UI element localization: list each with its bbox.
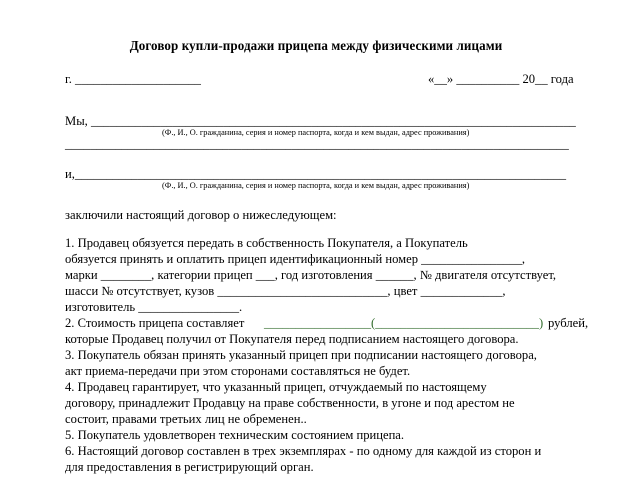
price-blank: _________________(__________________________) (264, 316, 544, 330)
date-field: «__» __________ 20__ года (428, 72, 574, 86)
clause-line: обязуется принять и оплатить прицеп идентификационный номер ________________, (65, 252, 526, 266)
party-blank-line: ________________________________________________________________________________ (65, 137, 569, 151)
intro-text: заключили настоящий договор о нижеследующем: (65, 208, 337, 222)
party-two-caption: (Ф., И., О. гражданина, серия и номер паспорта, когда и кем выдан, адрес проживания) (162, 181, 470, 190)
clause-line: 1. Продавец обязуется передать в собственность Покупателя, а Покупатель (65, 236, 468, 250)
document-title: Договор купли-продажи прицепа между физическими лицами (129, 38, 503, 53)
clause-line: состоит, правами третьих лиц не обременен.. (65, 412, 307, 426)
clause-line: акт приема-передачи при этом сторонами составляться не будет. (65, 364, 411, 378)
clause-line: марки ________, категории прицеп ___, год изготовления ______, № двигателя отсутствует, (65, 268, 557, 282)
clause-line: 3. Покупатель обязан принять указанный прицеп при подписании настоящего договора, (65, 348, 537, 362)
clause-line: 2. Стоимость прицепа составляет (65, 316, 245, 330)
party-one-line: Мы, _____________________________________________________________________________ (65, 114, 576, 128)
price-currency: рублей, (548, 316, 589, 330)
clause-line: изготовитель ________________. (65, 300, 243, 314)
clause-line: 6. Настоящий договор составлен в трех экземплярах - по одному для каждой из сторон и (65, 444, 542, 458)
clause-line: договору, принадлежит Продавцу на праве собственности, в угоне и под арестом не (65, 396, 515, 410)
clause-line: шасси № отсутствует, кузов ___________________________, цвет _____________, (65, 284, 506, 298)
clause-line: 4. Продавец гарантирует, что указанный прицеп, отчуждаемый по настоящему (65, 380, 487, 394)
clause-line: 5. Покупатель удовлетворен техническим состоянием прицепа. (65, 428, 405, 442)
clause-line: для предоставления в регистрирующий орган. (65, 460, 314, 474)
clause-line: которые Продавец получил от Покупателя перед подписанием настоящего договора. (65, 332, 519, 346)
city-field: г. ____________________ (65, 72, 201, 86)
party-one-caption: (Ф., И., О. гражданина, серия и номер паспорта, когда и кем выдан, адрес проживания) (162, 128, 470, 137)
party-two-line: и,______________________________________________________________________________ (65, 167, 567, 181)
